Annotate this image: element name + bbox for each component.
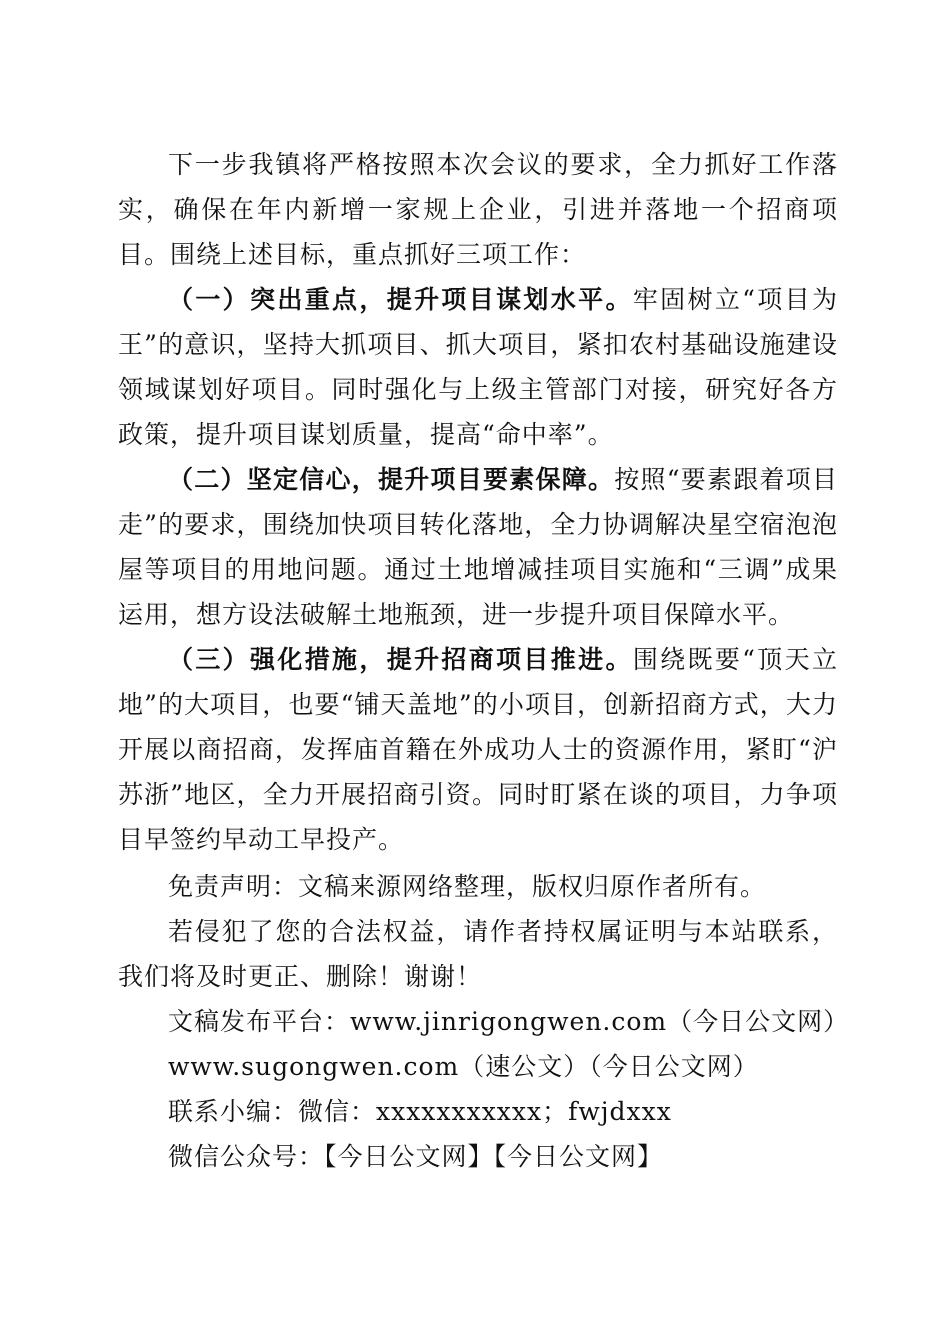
section-2-heading: （二）坚定信心，提升项目要素保障。 — [168, 465, 615, 494]
contact-line: 联系小编：微信：xxxxxxxxxxx；fwjdxxx — [168, 1097, 672, 1126]
section-1-heading: （一）突出重点，提升项目谋划水平。 — [168, 285, 633, 314]
site2-line: www.sugongwen.com（速公文）（今日公文网） — [168, 1052, 759, 1081]
intro-paragraph: 下一步我镇将严格按照本次会议的要求，全力抓好工作落实，确保在年内新增一家规上企业，引进并落地一个招商项目。围绕上述目标，重点抓好三项工作： — [118, 150, 838, 269]
section-1-body: 牢固树立“项目为王”的意识，坚持大抓项目、抓大项目，紧扣农村基础设施建设领域谋划好项目。同时强化与上级主管部门对接，研究好各方政策，提升项目谋划质量，提高“命中率”。 — [118, 285, 838, 449]
document-body — [118, 142, 850, 1179]
disclaimer-line-2: 若侵犯了您的合法权益，请作者持权属证明与本站联系，我们将及时更正、删除！谢谢！ — [118, 917, 838, 991]
section-3-paragraph — [118, 637, 838, 862]
footer-block — [118, 864, 850, 1179]
wechat-line: 微信公众号：【今日公文网】【今日公文网】 — [168, 1142, 664, 1171]
section-2-body: 按照“要素跟着项目走”的要求，围绕加快项目转化落地，全力协调解决星空宿泡泡屋等项目的用地问题。通过土地增减挂项目实施和“三调”成果运用，想方设法破解土地瓶颈，进一步提升项目保障水平。 — [118, 465, 838, 629]
platform-line: 文稿发布平台：www.jinrigongwen.com（今日公文网） — [168, 1007, 850, 1036]
disclaimer-line-1: 免责声明：文稿来源网络整理，版权归原作者所有。 — [168, 872, 767, 901]
section-3-body: 围绕既要“顶天立地”的大项目，也要“铺天盖地”的小项目，创新招商方式，大力开展以商招商，发挥庙首籍在外成功人士的资源作用，紧盯“沪苏浙”地区，全力开展招商引资。同时盯紧在谈的项目，力争项目早签约早动工早投产。 — [118, 645, 838, 854]
section-3-heading: （三）强化措施，提升招商项目推进。 — [168, 645, 633, 674]
section-2-paragraph — [118, 457, 838, 637]
section-1-paragraph — [118, 277, 838, 457]
